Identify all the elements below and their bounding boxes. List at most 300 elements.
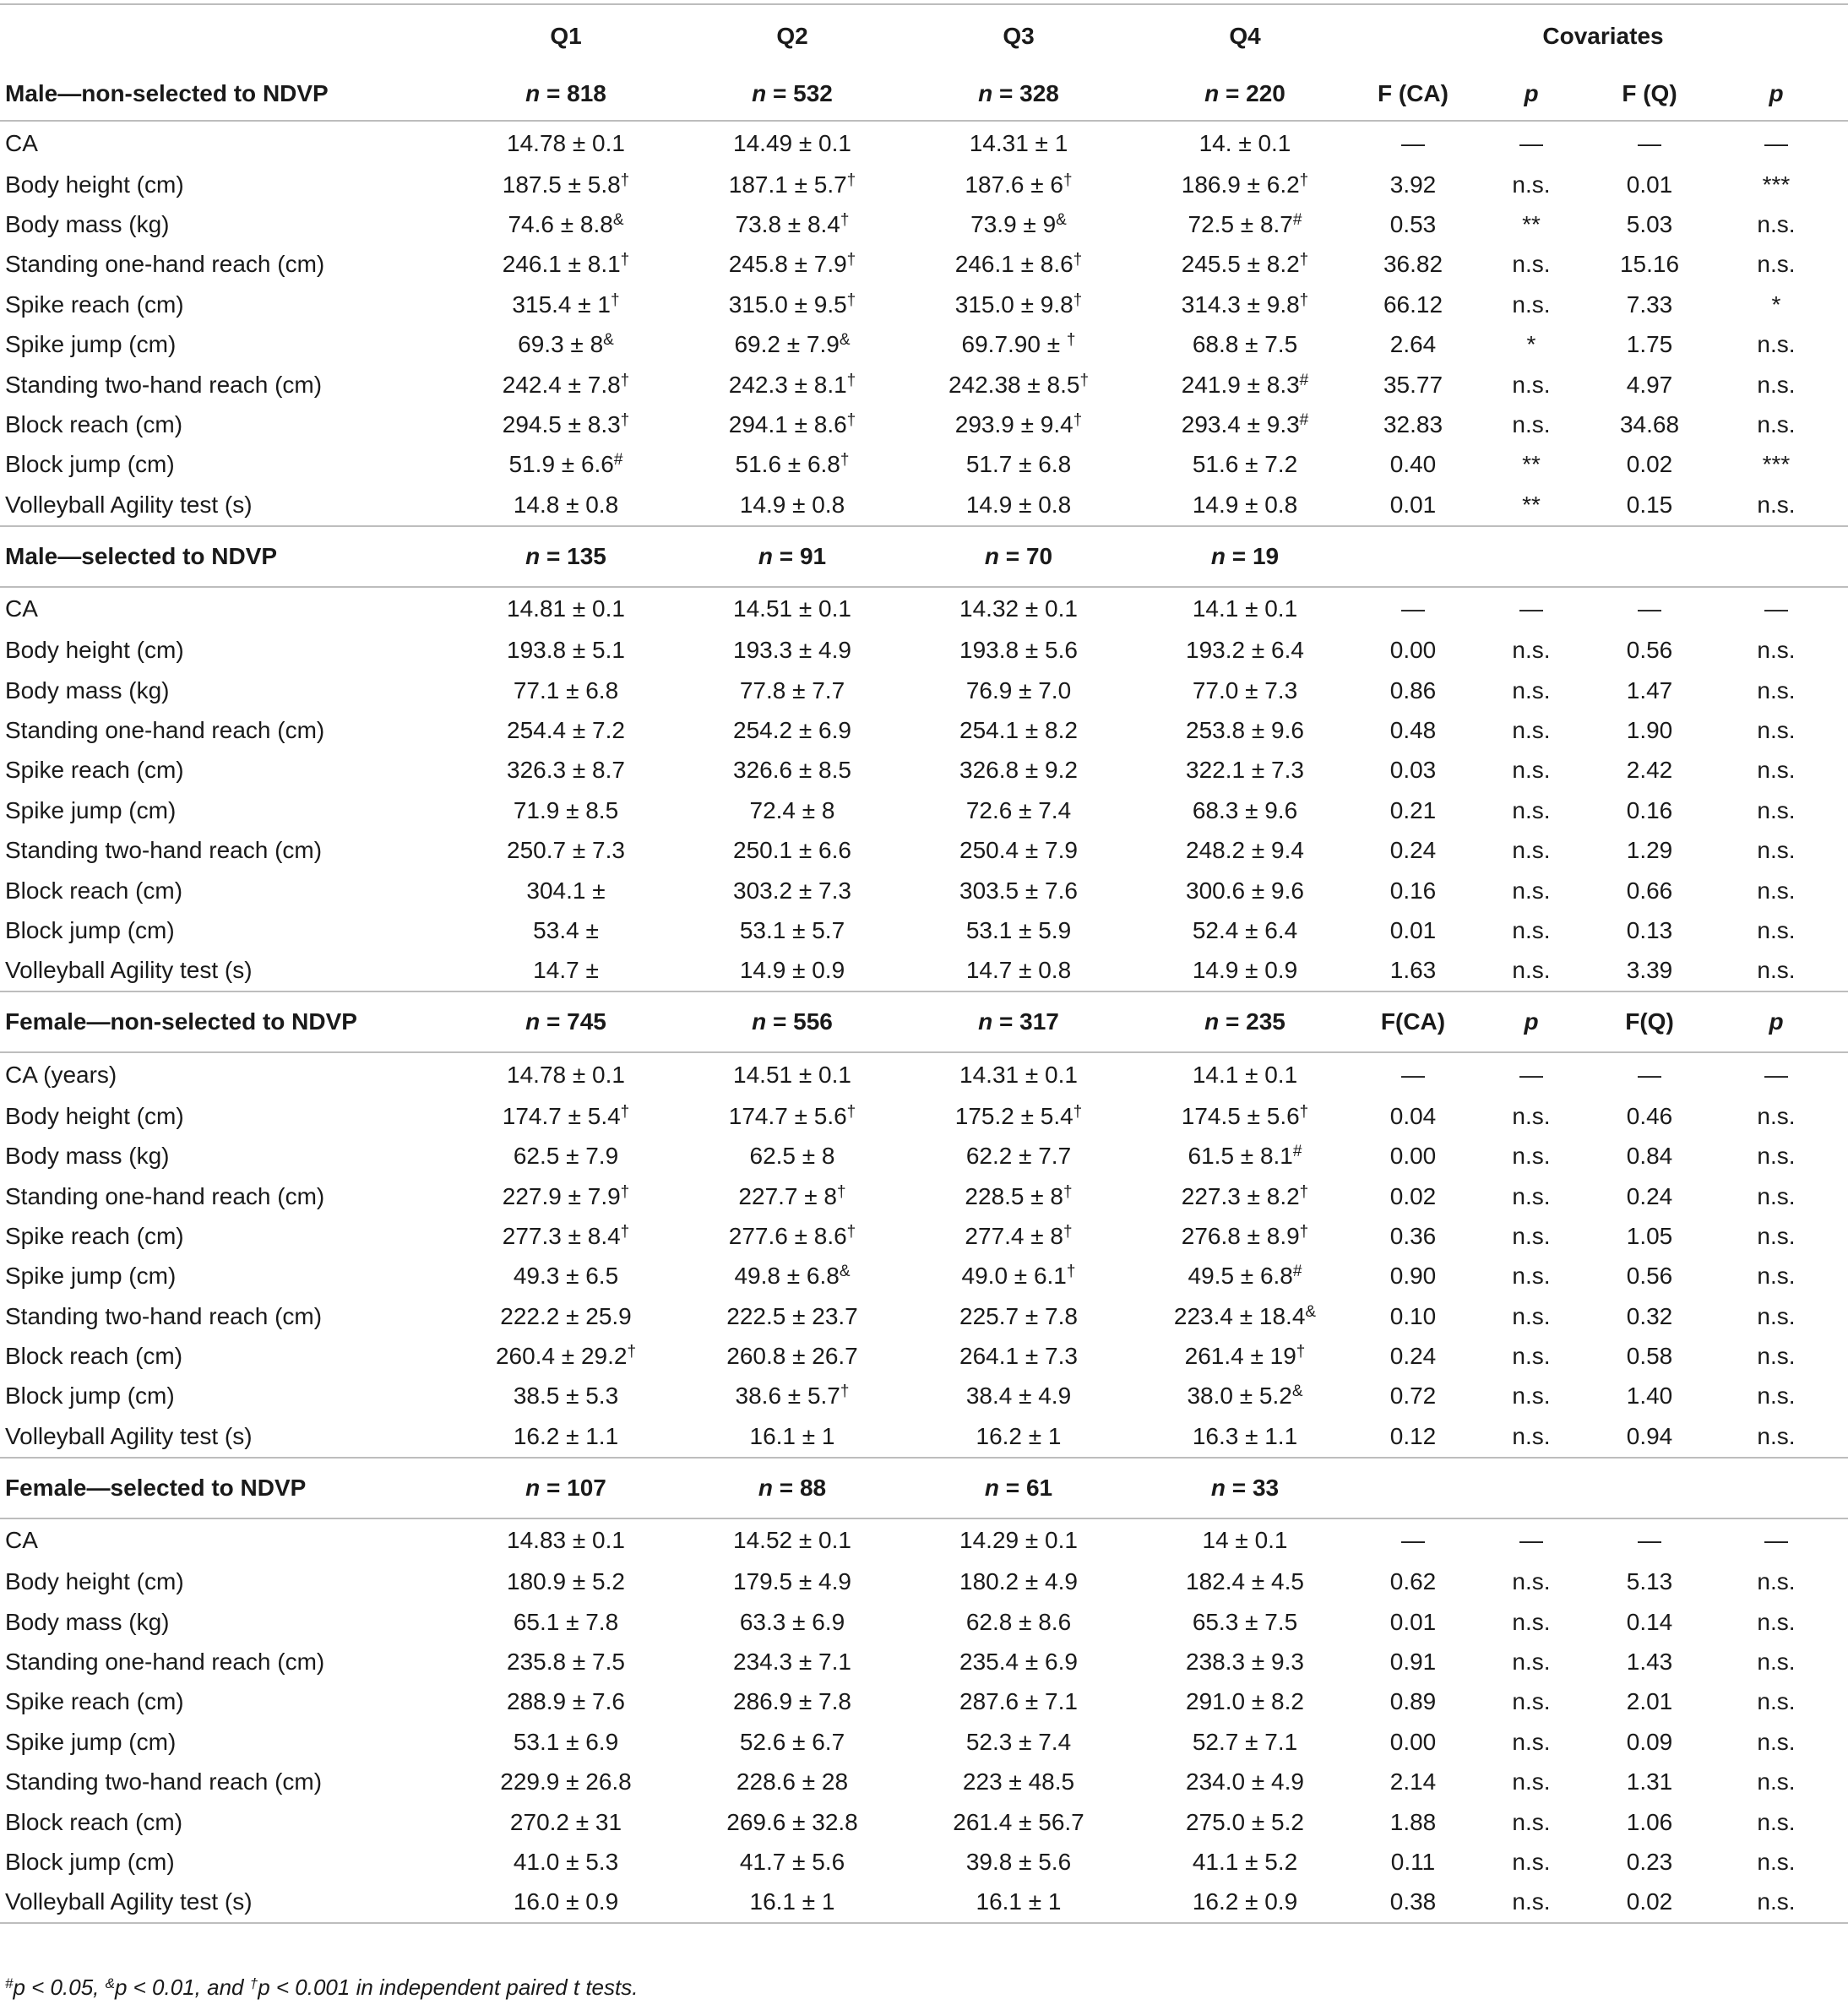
f-value-cell: 0.01 xyxy=(1389,1608,1437,1635)
p-value-cell: ** xyxy=(1522,491,1541,518)
p-value-cell: n.s. xyxy=(1757,1608,1796,1635)
mean-sd: 261.4 ± 19 xyxy=(1184,1343,1296,1370)
p-value-cell: — xyxy=(1764,1061,1788,1088)
f-value-cell: 0.24 xyxy=(1389,837,1437,864)
value-cell xyxy=(679,1296,905,1336)
p-value-cell: n.s. xyxy=(1512,1568,1551,1595)
p-value-cell: n.s. xyxy=(1757,331,1796,358)
p-value-cell: — xyxy=(1519,1527,1543,1554)
header-covariates: Covariates xyxy=(1358,4,1848,68)
mean-sd: 246.1 ± 8.6 xyxy=(954,251,1073,278)
mean-sd: 53.1 ± 5.9 xyxy=(965,916,1072,943)
mean-sd: 246.1 ± 8.1 xyxy=(502,251,621,278)
value-cell xyxy=(453,1763,679,1802)
significance-mark: † xyxy=(846,251,856,269)
value-cell xyxy=(1132,1096,1358,1136)
significance-mark: & xyxy=(612,211,624,230)
sample-size-value: 220 xyxy=(1246,80,1285,106)
row-label: Block reach (cm) xyxy=(5,411,183,438)
mean-sd: 175.2 ± 5.4 xyxy=(954,1102,1073,1129)
value-cell xyxy=(679,1682,905,1722)
significance-mark: † xyxy=(1299,1222,1309,1241)
p-value-cell: n.s. xyxy=(1757,916,1796,943)
stat-header: F(CA) xyxy=(1358,991,1468,1052)
row-label: Spike reach (cm) xyxy=(5,1688,184,1715)
mean-sd: 72.4 ± 8 xyxy=(749,796,835,823)
mean-sd: 14.31 ± 0.1 xyxy=(959,1061,1078,1088)
mean-sd: 73.9 ± 9 xyxy=(970,211,1057,238)
stat-header xyxy=(1595,1458,1704,1518)
value-cell xyxy=(679,1842,905,1882)
mean-sd: 38.5 ± 5.3 xyxy=(513,1383,619,1410)
mean-sd: 277.3 ± 8.4 xyxy=(502,1222,621,1249)
mean-sd: 291.0 ± 8.2 xyxy=(1186,1688,1304,1715)
sample-size-value: 61 xyxy=(1025,1474,1053,1501)
value-cell xyxy=(453,830,679,870)
p-value-cell: n.s. xyxy=(1757,1808,1796,1835)
n-symbol: n xyxy=(752,1008,767,1035)
value-cell xyxy=(679,1722,905,1762)
n-symbol: n xyxy=(758,542,774,569)
value-cell xyxy=(905,165,1132,204)
f-value-cell: 0.36 xyxy=(1389,1222,1437,1249)
table-row xyxy=(0,1722,1848,1762)
mean-sd: 14.83 ± 0.1 xyxy=(507,1527,625,1554)
mean-sd: 14. ± 0.1 xyxy=(1198,129,1291,156)
f-value-cell: 0.01 xyxy=(1389,916,1437,943)
value-cell xyxy=(679,631,905,671)
table-row xyxy=(0,910,1848,950)
significance-mark: † xyxy=(1063,171,1073,189)
p-value-cell: *** xyxy=(1762,451,1791,478)
row-label: CA xyxy=(5,595,38,622)
p-value-cell: n.s. xyxy=(1757,1222,1796,1249)
value-cell xyxy=(679,285,905,324)
f-value-cell: — xyxy=(1638,595,1661,622)
significance-mark: † xyxy=(1073,291,1083,309)
f-value-cell: 0.66 xyxy=(1626,877,1673,904)
p-value-cell: n.s. xyxy=(1757,716,1796,743)
mean-sd: 63.3 ± 6.9 xyxy=(739,1608,845,1635)
mean-sd: 14.7 ± xyxy=(533,957,599,984)
footnote xyxy=(5,1975,638,2001)
significance-mark: # xyxy=(1292,211,1302,230)
value-cell xyxy=(1132,365,1358,405)
value-cell xyxy=(905,1802,1132,1842)
mean-sd: 14 ± 0.1 xyxy=(1202,1527,1288,1554)
mean-sd: 38.0 ± 5.2 xyxy=(1187,1383,1292,1410)
f-value-cell: 2.64 xyxy=(1389,331,1437,358)
value-cell xyxy=(679,1642,905,1681)
p-value-cell: n.s. xyxy=(1512,676,1551,704)
f-value-cell: — xyxy=(1638,1061,1661,1088)
significance-mark: & xyxy=(1291,1383,1303,1401)
row-label: Spike jump (cm) xyxy=(5,796,177,823)
value-cell xyxy=(1132,1257,1358,1296)
stat-header: F (Q) xyxy=(1595,68,1704,121)
significance-mark: # xyxy=(1292,1143,1302,1161)
table-row xyxy=(0,751,1848,790)
value-cell xyxy=(905,285,1132,324)
value-cell xyxy=(1132,587,1358,631)
value-cell xyxy=(453,485,679,525)
mean-sd: 65.3 ± 7.5 xyxy=(1192,1608,1298,1635)
results-table xyxy=(0,3,1848,1924)
section-header-row xyxy=(0,991,1848,1052)
mean-sd: 275.0 ± 5.2 xyxy=(1186,1808,1304,1835)
mean-sd: 288.9 ± 7.6 xyxy=(507,1688,625,1715)
f-value-cell: 36.82 xyxy=(1383,251,1443,278)
p-value-cell: n.s. xyxy=(1512,1808,1551,1835)
value-cell xyxy=(453,790,679,830)
stat-header xyxy=(1704,526,1848,587)
value-cell xyxy=(1132,671,1358,710)
table-row xyxy=(0,631,1848,671)
mean-sd: 51.9 ± 6.6 xyxy=(508,451,614,478)
value-cell xyxy=(453,1377,679,1416)
f-value-cell: 0.11 xyxy=(1390,1848,1436,1875)
mean-sd: 322.1 ± 7.3 xyxy=(1186,757,1304,784)
value-cell xyxy=(905,245,1132,285)
f-value-cell: — xyxy=(1401,129,1425,156)
mean-sd: 187.5 ± 5.8 xyxy=(502,171,621,198)
mean-sd: 303.5 ± 7.6 xyxy=(959,877,1078,904)
p-value-cell: n.s. xyxy=(1757,1343,1796,1370)
f-value-cell: 0.10 xyxy=(1389,1302,1437,1329)
f-value-cell: 66.12 xyxy=(1383,291,1443,318)
significance-mark: & xyxy=(839,1263,851,1281)
p-value-cell: n.s. xyxy=(1512,1608,1551,1635)
header-q3: Q3 xyxy=(905,4,1132,68)
value-cell xyxy=(1132,1296,1358,1336)
value-cell xyxy=(905,485,1132,525)
mean-sd: 61.5 ± 8.1 xyxy=(1188,1143,1293,1170)
mean-sd: 293.9 ± 9.4 xyxy=(954,411,1073,438)
mean-sd: 16.0 ± 0.9 xyxy=(513,1888,619,1915)
value-cell xyxy=(1132,710,1358,750)
row-label: Block reach (cm) xyxy=(5,1808,183,1835)
p-value-cell: n.s. xyxy=(1512,291,1551,318)
p-value-cell: n.s. xyxy=(1757,1102,1796,1129)
p-value-cell: * xyxy=(1526,331,1536,358)
row-label: Standing one-hand reach (cm) xyxy=(5,716,325,743)
table-row xyxy=(0,1518,1848,1562)
sample-size-value: 745 xyxy=(567,1008,606,1035)
mean-sd: 293.4 ± 9.3 xyxy=(1181,411,1300,438)
value-cell xyxy=(905,1642,1132,1681)
mean-sd: 14.78 ± 0.1 xyxy=(507,1061,625,1088)
p-value-cell: n.s. xyxy=(1468,1882,1595,1923)
p-value-cell: n.s. xyxy=(1512,371,1551,398)
value-cell xyxy=(1132,1562,1358,1602)
mean-sd: 261.4 ± 56.7 xyxy=(953,1808,1084,1835)
f-value-cell: 0.00 xyxy=(1389,1143,1437,1170)
value-cell xyxy=(905,1176,1132,1216)
sample-size-value: 88 xyxy=(799,1474,827,1501)
p-value-cell: n.s. xyxy=(1757,796,1796,823)
value-cell xyxy=(905,1882,1132,1923)
p-value-cell: n.s. xyxy=(1512,1143,1551,1170)
value-cell xyxy=(905,1416,1132,1457)
row-label: Standing two-hand reach (cm) xyxy=(5,371,323,398)
mean-sd: 193.8 ± 5.1 xyxy=(507,637,625,664)
mean-sd: 49.3 ± 6.5 xyxy=(513,1263,619,1290)
f-value-cell: 0.84 xyxy=(1626,1143,1673,1170)
f-value-cell: 0.02 xyxy=(1595,1882,1704,1923)
f-value-cell: 0.56 xyxy=(1626,1263,1673,1290)
value-cell xyxy=(453,1518,679,1562)
value-cell xyxy=(679,1136,905,1176)
sample-size-value: 107 xyxy=(567,1474,606,1501)
row-label: Spike jump (cm) xyxy=(5,1728,177,1755)
row-label: Volleyball Agility test (s) xyxy=(5,957,253,984)
sample-size-cell: n = 135 xyxy=(453,526,679,587)
f-value-cell: 0.24 xyxy=(1389,1343,1437,1370)
table-row xyxy=(0,1257,1848,1296)
significance-mark: # xyxy=(1299,371,1309,389)
row-label: Body mass (kg) xyxy=(5,1608,170,1635)
mean-sd: 77.8 ± 7.7 xyxy=(739,676,845,704)
p-value-cell: n.s. xyxy=(1757,1182,1796,1209)
p-value-cell: n.s. xyxy=(1512,171,1551,198)
table-row xyxy=(0,1682,1848,1722)
mean-sd: 223 ± 48.5 xyxy=(962,1768,1075,1795)
mean-sd: 62.2 ± 7.7 xyxy=(965,1143,1072,1170)
f-value-cell: 0.86 xyxy=(1389,676,1437,704)
mean-sd: 14.8 ± 0.8 xyxy=(513,491,619,518)
p-value-cell: — xyxy=(1519,595,1543,622)
value-cell xyxy=(453,285,679,324)
mean-sd: 14.51 ± 0.1 xyxy=(733,1061,851,1088)
value-cell xyxy=(679,1336,905,1376)
f-value-cell: — xyxy=(1638,1527,1661,1554)
p-value-cell: n.s. xyxy=(1512,957,1551,984)
mean-sd: 180.2 ± 4.9 xyxy=(959,1568,1078,1595)
table-row xyxy=(0,1336,1848,1376)
value-cell xyxy=(1132,245,1358,285)
mean-sd: 16.1 ± 1 xyxy=(749,1422,835,1449)
header-q4: Q4 xyxy=(1132,4,1358,68)
f-value-cell: 32.83 xyxy=(1383,411,1443,438)
mean-sd: 16.1 ± 1 xyxy=(976,1888,1062,1915)
mean-sd: 300.6 ± 9.6 xyxy=(1186,877,1304,904)
f-value-cell: 0.94 xyxy=(1626,1422,1673,1449)
mean-sd: 179.5 ± 4.9 xyxy=(733,1568,851,1595)
p-value-cell: n.s. xyxy=(1757,251,1796,278)
mean-sd: 228.5 ± 8 xyxy=(965,1182,1063,1209)
value-cell xyxy=(453,165,679,204)
value-cell xyxy=(905,587,1132,631)
f-value-cell: 0.24 xyxy=(1626,1182,1673,1209)
p-value-cell: n.s. xyxy=(1512,796,1551,823)
row-label: Body mass (kg) xyxy=(5,211,170,238)
table-row xyxy=(0,1296,1848,1336)
value-cell xyxy=(1132,1802,1358,1842)
significance-mark: † xyxy=(1299,1182,1309,1201)
significance-mark: † xyxy=(1073,411,1083,430)
mean-sd: 16.2 ± 1.1 xyxy=(513,1422,619,1449)
mean-sd: 254.4 ± 7.2 xyxy=(507,716,625,743)
value-cell xyxy=(679,830,905,870)
mean-sd: 68.3 ± 9.6 xyxy=(1192,796,1298,823)
value-cell xyxy=(905,1052,1132,1096)
p-value-cell: n.s. xyxy=(1512,1222,1551,1249)
value-cell xyxy=(453,1336,679,1376)
significance-mark: # xyxy=(1299,411,1309,430)
mean-sd: 14.49 ± 0.1 xyxy=(733,129,851,156)
p-value-cell: n.s. xyxy=(1757,676,1796,704)
mean-sd: 174.7 ± 5.6 xyxy=(728,1102,847,1129)
significance-mark: † xyxy=(840,451,850,470)
mean-sd: 69.7.90 ± xyxy=(961,331,1067,358)
value-cell xyxy=(905,325,1132,365)
sample-size-value: 235 xyxy=(1246,1008,1285,1035)
table-row xyxy=(0,1642,1848,1681)
n-symbol: n xyxy=(758,1474,774,1501)
p-value-cell: n.s. xyxy=(1704,1882,1848,1923)
mean-sd: 41.7 ± 5.6 xyxy=(739,1848,845,1875)
mean-sd: 62.5 ± 8 xyxy=(749,1143,835,1170)
footnote-text-3: p < 0.001 in independent paired t tests. xyxy=(258,1975,639,2000)
significance-mark: † xyxy=(1063,1222,1073,1241)
f-value-cell: 0.04 xyxy=(1389,1102,1437,1129)
value-cell xyxy=(453,1136,679,1176)
value-cell xyxy=(1132,1336,1358,1376)
p-value-cell: n.s. xyxy=(1757,1383,1796,1410)
significance-mark: # xyxy=(1292,1263,1302,1281)
row-label: Block jump (cm) xyxy=(5,1383,175,1410)
mean-sd: 49.0 ± 6.1 xyxy=(961,1263,1067,1290)
sample-size-value: 328 xyxy=(1019,80,1059,106)
mean-sd: 68.8 ± 7.5 xyxy=(1192,331,1298,358)
f-value-cell: 0.58 xyxy=(1626,1343,1673,1370)
mean-sd: 238.3 ± 9.3 xyxy=(1186,1649,1304,1676)
table-row xyxy=(0,445,1848,485)
footnote-text-2: p < 0.01, and xyxy=(114,1975,250,2000)
row-label: Standing one-hand reach (cm) xyxy=(5,1182,325,1209)
value-cell xyxy=(453,631,679,671)
mean-sd: 180.9 ± 5.2 xyxy=(507,1568,625,1595)
row-label: Spike reach (cm) xyxy=(5,291,184,318)
value-cell xyxy=(1132,871,1358,910)
value-cell xyxy=(453,587,679,631)
mean-sd: 51.7 ± 6.8 xyxy=(965,451,1072,478)
mean-sd: 16.1 ± 1 xyxy=(749,1888,835,1915)
p-value-cell: n.s. xyxy=(1512,1182,1551,1209)
row-label: Block reach (cm) xyxy=(5,1343,183,1370)
f-value-cell: 0.53 xyxy=(1389,211,1437,238)
value-cell xyxy=(905,1096,1132,1136)
p-value-cell: n.s. xyxy=(1512,837,1551,864)
mean-sd: 270.2 ± 31 xyxy=(509,1808,622,1835)
p-value-cell: n.s. xyxy=(1512,1768,1551,1795)
mean-sd: 16.3 ± 1.1 xyxy=(1192,1422,1298,1449)
f-value-cell: 0.03 xyxy=(1389,757,1437,784)
table-row xyxy=(0,1842,1848,1882)
mean-sd: 76.9 ± 7.0 xyxy=(965,676,1072,704)
value-cell xyxy=(1132,285,1358,324)
f-value-cell: — xyxy=(1401,1061,1425,1088)
f-value-cell: 5.03 xyxy=(1626,211,1673,238)
mean-sd: 14.9 ± 0.8 xyxy=(965,491,1072,518)
significance-mark: † xyxy=(1073,251,1083,269)
value-cell xyxy=(1132,1602,1358,1642)
section-header-row xyxy=(0,68,1848,121)
mean-sd: 245.8 ± 7.9 xyxy=(728,251,847,278)
value-cell xyxy=(905,1682,1132,1722)
f-value-cell: 1.29 xyxy=(1626,837,1673,864)
value-cell xyxy=(1132,1416,1358,1457)
value-cell xyxy=(453,1842,679,1882)
value-cell xyxy=(453,1802,679,1842)
value-cell xyxy=(453,1602,679,1642)
value-cell xyxy=(453,871,679,910)
table-row xyxy=(0,1882,1848,1923)
table-row xyxy=(0,1377,1848,1416)
row-label: Standing two-hand reach (cm) xyxy=(5,837,323,864)
table-row xyxy=(0,1416,1848,1457)
value-cell xyxy=(1132,1642,1358,1681)
value-cell xyxy=(453,751,679,790)
value-cell xyxy=(1132,204,1358,244)
table-row xyxy=(0,285,1848,324)
p-value-cell: n.s. xyxy=(1757,637,1796,664)
mean-sd: 234.3 ± 7.1 xyxy=(733,1649,851,1676)
p-value-cell: n.s. xyxy=(1757,491,1796,518)
table-row xyxy=(0,365,1848,405)
value-cell xyxy=(453,710,679,750)
mean-sd: 242.4 ± 7.8 xyxy=(502,371,621,398)
value-cell xyxy=(453,325,679,365)
sample-size-cell: n = 532 xyxy=(679,68,905,121)
p-value-cell: n.s. xyxy=(1512,916,1551,943)
value-cell xyxy=(905,1562,1132,1602)
significance-mark: † xyxy=(620,1102,630,1121)
p-value-cell: n.s. xyxy=(1757,1728,1796,1755)
f-value-cell: 1.05 xyxy=(1626,1222,1673,1249)
value-cell xyxy=(679,910,905,950)
value-cell xyxy=(453,121,679,165)
value-cell xyxy=(905,790,1132,830)
value-cell xyxy=(679,1377,905,1416)
f-value-cell: 1.47 xyxy=(1626,676,1673,704)
p-value-cell: — xyxy=(1764,595,1788,622)
value-cell xyxy=(905,951,1132,991)
row-label: Standing two-hand reach (cm) xyxy=(5,1768,323,1795)
row-label: CA xyxy=(5,129,38,156)
mean-sd: 229.9 ± 26.8 xyxy=(500,1768,632,1795)
value-cell xyxy=(905,631,1132,671)
value-cell xyxy=(453,1052,679,1096)
row-label: Block reach (cm) xyxy=(5,877,183,904)
mean-sd: 303.2 ± 7.3 xyxy=(733,877,851,904)
table-row xyxy=(0,1096,1848,1136)
stat-header xyxy=(1358,526,1468,587)
row-label: Volleyball Agility test (s) xyxy=(0,1882,453,1923)
p-value-cell: n.s. xyxy=(1512,1728,1551,1755)
mean-sd: 69.3 ± 8 xyxy=(518,331,604,358)
value-cell xyxy=(905,910,1132,950)
n-symbol: n xyxy=(525,1474,541,1501)
table-row xyxy=(0,1802,1848,1842)
significance-mark: † xyxy=(1073,1102,1083,1121)
f-value-cell: 0.01 xyxy=(1626,171,1673,198)
value-cell xyxy=(453,245,679,285)
table-row xyxy=(0,1562,1848,1602)
mean-sd: 248.2 ± 9.4 xyxy=(1186,837,1304,864)
value-cell xyxy=(679,1216,905,1256)
mean-sd: 222.5 ± 23.7 xyxy=(726,1302,858,1329)
